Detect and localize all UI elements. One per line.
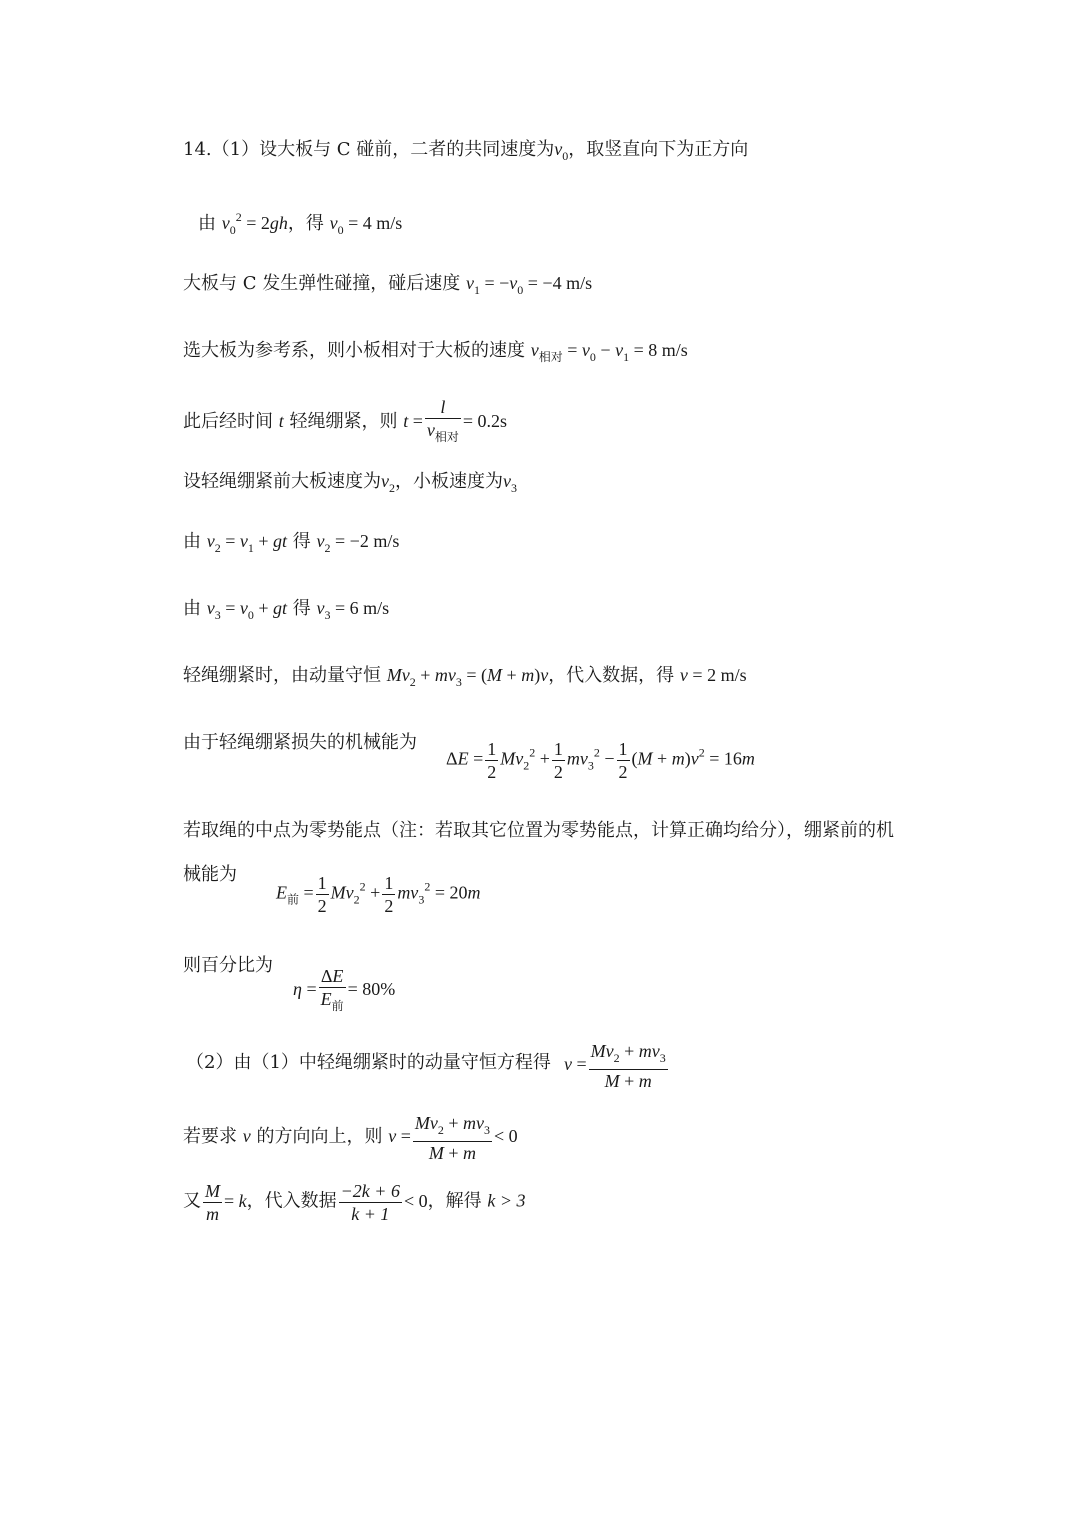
math-momentum: $Mv_2 + mv_3 = (M + m)v$ bbox=[386, 665, 549, 689]
line-9-text: 轻绳绷紧时，由动量守恒 bbox=[183, 665, 381, 686]
math-t: t bbox=[278, 411, 284, 431]
line-9-mid: ，代入数据，得 bbox=[548, 665, 675, 686]
math-v3-value: $v_3 = 6$ m/s bbox=[316, 598, 390, 622]
math-v-rel: $v_{相对} = v_0 - v_1 = 8$ m/s bbox=[530, 340, 688, 364]
line-15 bbox=[183, 1112, 518, 1164]
math-t-fraction: $\frac{l}{v_{相对}}$ bbox=[426, 397, 459, 444]
line-16-mid: ，代入数据 bbox=[246, 1190, 337, 1212]
math-v1: $v_1 = -v_0 = -4$ m/s bbox=[465, 273, 593, 297]
line-12-text: 械能为 bbox=[183, 864, 237, 885]
line-1-tail: ，取竖直向下为正方向 bbox=[568, 139, 749, 160]
line-16-text: 又 bbox=[183, 1190, 201, 1212]
math-v0-value: $v_0 = 4$ m/s bbox=[329, 213, 403, 237]
math-v-condition: v = $\frac{Mv_2 + mv_3}{M + m}$ < 0 bbox=[388, 1113, 518, 1163]
math-v2: $v_2$ bbox=[381, 471, 395, 495]
line-4-text: 选大板为参考系，则小板相对于大板的速度 bbox=[183, 340, 525, 361]
line-8-mid: 得 bbox=[292, 598, 311, 619]
line-7 bbox=[183, 528, 399, 561]
line-6 bbox=[183, 468, 517, 501]
math-v-value: v = 2 m/s bbox=[679, 665, 747, 685]
line-2-mid: ，得 bbox=[287, 213, 324, 234]
line-4 bbox=[183, 337, 688, 370]
math-v2-eq: $v_2 = v_1$ + gt bbox=[206, 531, 288, 555]
math-v3-eq: $v_3 = v_0$ + gt bbox=[206, 598, 288, 622]
line-13 bbox=[183, 953, 273, 979]
math-v-var: v bbox=[242, 1126, 251, 1147]
line-8-text: 由 bbox=[183, 598, 201, 619]
line-5 bbox=[183, 396, 507, 448]
math-k-inequality: $\frac{-2k + 6}{k + 1}$ < 0 bbox=[340, 1181, 428, 1224]
line-2 bbox=[198, 204, 402, 243]
math-t-eq: t = bbox=[403, 411, 423, 431]
line-6-mid: ，小板速度为 bbox=[395, 471, 503, 492]
math-t-value: = 0.2s bbox=[462, 411, 508, 431]
line-7-mid: 得 bbox=[292, 531, 311, 552]
math-v0: $v_0$ bbox=[554, 139, 569, 163]
line-12 bbox=[183, 862, 237, 888]
line-2-text: 由 bbox=[198, 213, 216, 234]
math-v0-squared: $v_0^2 = 2gh$ bbox=[221, 210, 288, 237]
line-3-text: 大板与 C 发生弹性碰撞，碰后速度 bbox=[183, 273, 461, 294]
line-11-text: 若取绳的中点为零势能点（注：若取其它位置为零势能点，计算正确均给分），绷紧前的机 bbox=[183, 820, 894, 841]
line-8 bbox=[183, 595, 389, 628]
math-v2-value: $v_2 = -2$ m/s bbox=[316, 531, 400, 555]
line-15-mid: 的方向向上，则 bbox=[256, 1126, 383, 1148]
line-5-mid: 轻绳绷紧，则 bbox=[289, 411, 398, 432]
math-v3: $v_3$ bbox=[503, 471, 517, 495]
math-eta: η = $\frac{\Delta E}{E_前}$ = 80% bbox=[293, 966, 396, 1013]
line-5-text: 此后经时间 bbox=[183, 411, 273, 432]
line-11 bbox=[183, 818, 894, 844]
line-1-text: 14.（1）设大板与 C 碰前，二者的共同速度为 bbox=[183, 139, 555, 160]
math-k-result: k > 3 bbox=[487, 1190, 526, 1211]
line-14-text: （2）由（1）中轻绳绷紧时的动量守恒方程得 bbox=[186, 1052, 551, 1073]
line-1 bbox=[183, 136, 748, 169]
math-k-def: $\frac{M}{m}$ = k bbox=[205, 1181, 247, 1224]
line-3 bbox=[183, 270, 592, 303]
line-16-mid2: ，解得 bbox=[427, 1190, 482, 1212]
line-9 bbox=[183, 662, 747, 695]
line-14 bbox=[186, 1050, 551, 1076]
line-13-text: 则百分比为 bbox=[183, 955, 273, 976]
math-e-front: $E_前$ = $\frac{1}{2}$ $Mv_2^2$ + $\frac{1}{2}$ $mv_3^2 = 20m$ bbox=[276, 873, 481, 916]
line-7-text: 由 bbox=[183, 531, 201, 552]
line-10-text: 由于轻绳绷紧损失的机械能为 bbox=[183, 732, 417, 753]
line-6-text: 设轻绳绷紧前大板速度为 bbox=[183, 471, 381, 492]
line-10 bbox=[183, 730, 417, 756]
math-delta-e: ΔE = $\frac{1}{2}$ $Mv_2^2$ + $\frac{1}{2}$ $mv_3^2$ − $\frac{1}{2}$ $(M + m)v^2 = 16m$ bbox=[446, 739, 755, 782]
line-15-text: 若要求 bbox=[183, 1126, 237, 1148]
line-16 bbox=[183, 1180, 525, 1225]
math-v-formula: v = $\frac{Mv_2 + mv_3}{M + m}$ bbox=[564, 1041, 666, 1091]
